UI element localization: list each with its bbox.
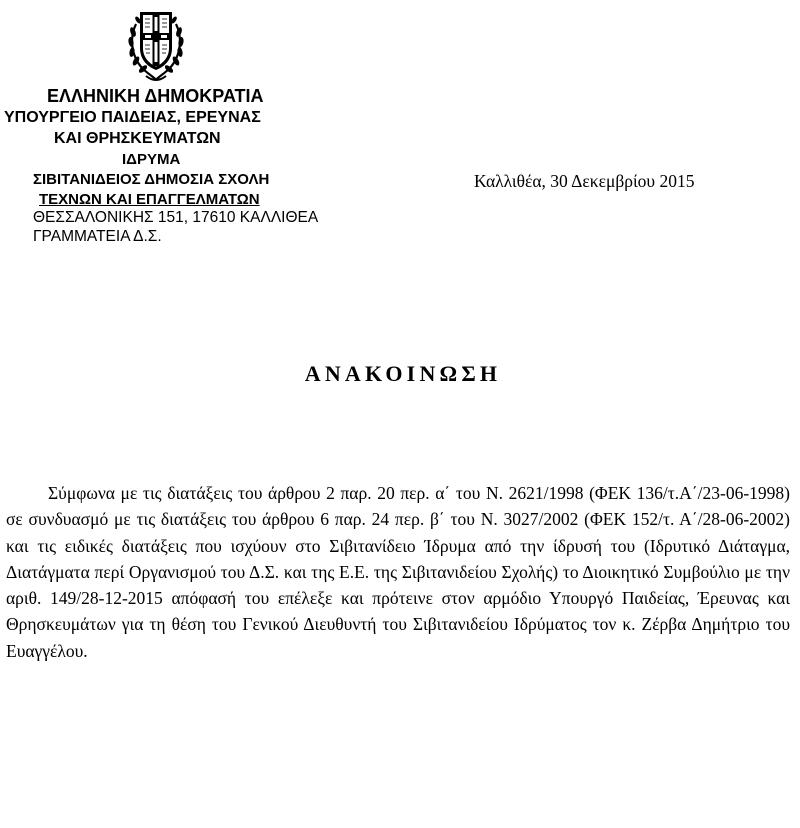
header-ministry-cont: ΚΑΙ ΘΡΗΣΚΕΥΜΑΤΩΝ bbox=[54, 130, 221, 147]
header-school: ΣΙΒΙΤΑΝΙΔΕΙΟΣ ΔΗΜΟΣΙΑ ΣΧΟΛΗ bbox=[33, 171, 270, 188]
header-republic: ΕΛΛΗΝΙΚΗ ΔΗΜΟΚΡΑΤΙΑ bbox=[47, 86, 264, 106]
announcement-body: Σύμφωνα με τις διατάξεις του άρθρου 2 παρ. 20 περ. α΄ του Ν. 2621/1998 (ΦΕΚ 136/τ.Α΄/23-06-1998) σε συνδυασμό με τις διατάξεις του άρθρου 6 παρ. 24 περ. β΄ του Ν. 3027/2002 (ΦΕΚ 152/τ. Α΄/28-06-2002) και τις ειδικές διατάξεις που ισχύουν στο Σιβιτανίδειο Ίδρυμα από την ίδρυσή του (Ιδρυτικό Διάταγμα, Διατάγματα περί Οργανισμού του Δ.Σ. και της Ε.Ε. της Σιβιτανιδείου Σχολής) το Διοικητικό Συμβούλιο με την αριθ. 149/28-12-2015 απόφασή του επέλεξε και πρότεινε στον αρμόδιο Υπουργό Παιδείας, Έρευνας και Θρησκευμάτων για τη θέση του Γενικού Διευθυντή του Σιβιτανιδείου Ιδρύματος τον κ. Ζέρβα Δημήτριο του Ευαγγέλου. bbox=[6, 483, 790, 661]
header-foundation: ΙΔΡΥΜΑ bbox=[122, 151, 181, 168]
greek-coat-of-arms-icon bbox=[124, 2, 188, 84]
header-address: ΘΕΣΣΑΛΟΝΙΚΗΣ 151, 17610 ΚΑΛΛΙΘΕΑ bbox=[33, 209, 319, 226]
header-ministry: ΥΠΟΥΡΓΕΙΟ ΠΑΙΔΕΙΑΣ, ΕΡΕΥΝΑΣ bbox=[4, 109, 261, 126]
header-school-cont: ΤΕΧΝΩΝ ΚΑΙ ΕΠΑΓΓΕΛΜΑΤΩΝ bbox=[39, 191, 260, 208]
header-secretariat: ΓΡΑΜΜΑΤΕΙΑ Δ.Σ. bbox=[33, 228, 162, 245]
document-date: Καλλιθέα, 30 Δεκεμβρίου 2015 bbox=[474, 171, 695, 191]
document-title: ΑΝΑΚΟΙΝΩΣΗ bbox=[304, 361, 502, 386]
